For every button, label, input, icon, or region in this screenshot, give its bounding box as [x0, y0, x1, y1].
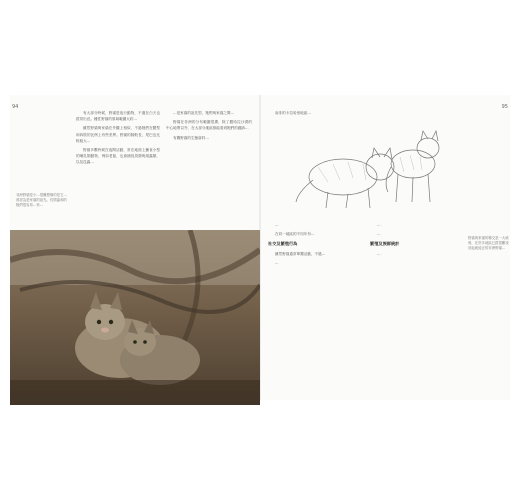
paragraph: 野貓在非洲的分布範圍很廣，除了撒哈拉沙漠的中心地帶以外，在大部分地區都能看到牠們的蹤跡…: [166, 120, 252, 131]
right-caption: 野貓與家貓的雜交是一大威脅，在許多地區已經很難找到血統純正的非洲野貓…: [468, 236, 509, 250]
paragraph: 野貓多數時候在夜間活動，常在地面上獵食小型的哺乳類動物，例如老鼠，也會捕捉鳥類與爬蟲類，以及昆蟲…: [76, 148, 160, 165]
right-top-text: [268, 110, 356, 119]
paragraph: 雖然野貓通常單獨活動，不過…: [275, 251, 326, 256]
left-caption: 非洲野貓是小…很難想像的是它…被認為是家貓的祖先。性情溫和的牠們很容易…家…: [16, 193, 67, 207]
paragraph: …: [275, 260, 279, 265]
paragraph: 南非的卡拉哈里地區…: [275, 111, 311, 115]
paragraph: …: [377, 223, 381, 227]
wildcat-photo: [10, 230, 260, 405]
wildcat-sketch: [288, 122, 458, 210]
paragraph: …是家貓的祖先型，牠們與家貓之間…: [173, 111, 235, 115]
left-page-number: 94: [12, 104, 19, 110]
paragraph: 雖然野貓與家貓在外觀上相似，不過牠們在體型和四肢的比例上有些差異。野貓的腿較長，尾巴也比較粗大…: [76, 126, 160, 143]
paragraph: …: [275, 223, 279, 227]
section-heading-social: 社交及繁殖行為: [268, 241, 298, 247]
wildcat-photo-illustration: [10, 230, 260, 405]
paragraph: …: [377, 232, 381, 237]
paragraph: …: [377, 251, 381, 256]
paragraph: 有關野貓的生態資料…: [173, 135, 209, 140]
left-column-1: [76, 110, 160, 169]
left-column-2: [166, 110, 252, 144]
wildcat-sketch-illustration: [288, 122, 458, 210]
right-column-2: [370, 222, 462, 260]
paragraph: 有大部分時候，野貓是夜行動物，不過在白天也經常出沒。雌性野貓的領域範圍大約…: [76, 111, 160, 122]
right-page-number: 95: [501, 104, 508, 110]
right-column-1: [268, 222, 360, 269]
section-heading-breeding: 繁殖及族群統計: [370, 241, 400, 247]
paragraph: 在同一地區的不同年份…: [275, 232, 315, 237]
